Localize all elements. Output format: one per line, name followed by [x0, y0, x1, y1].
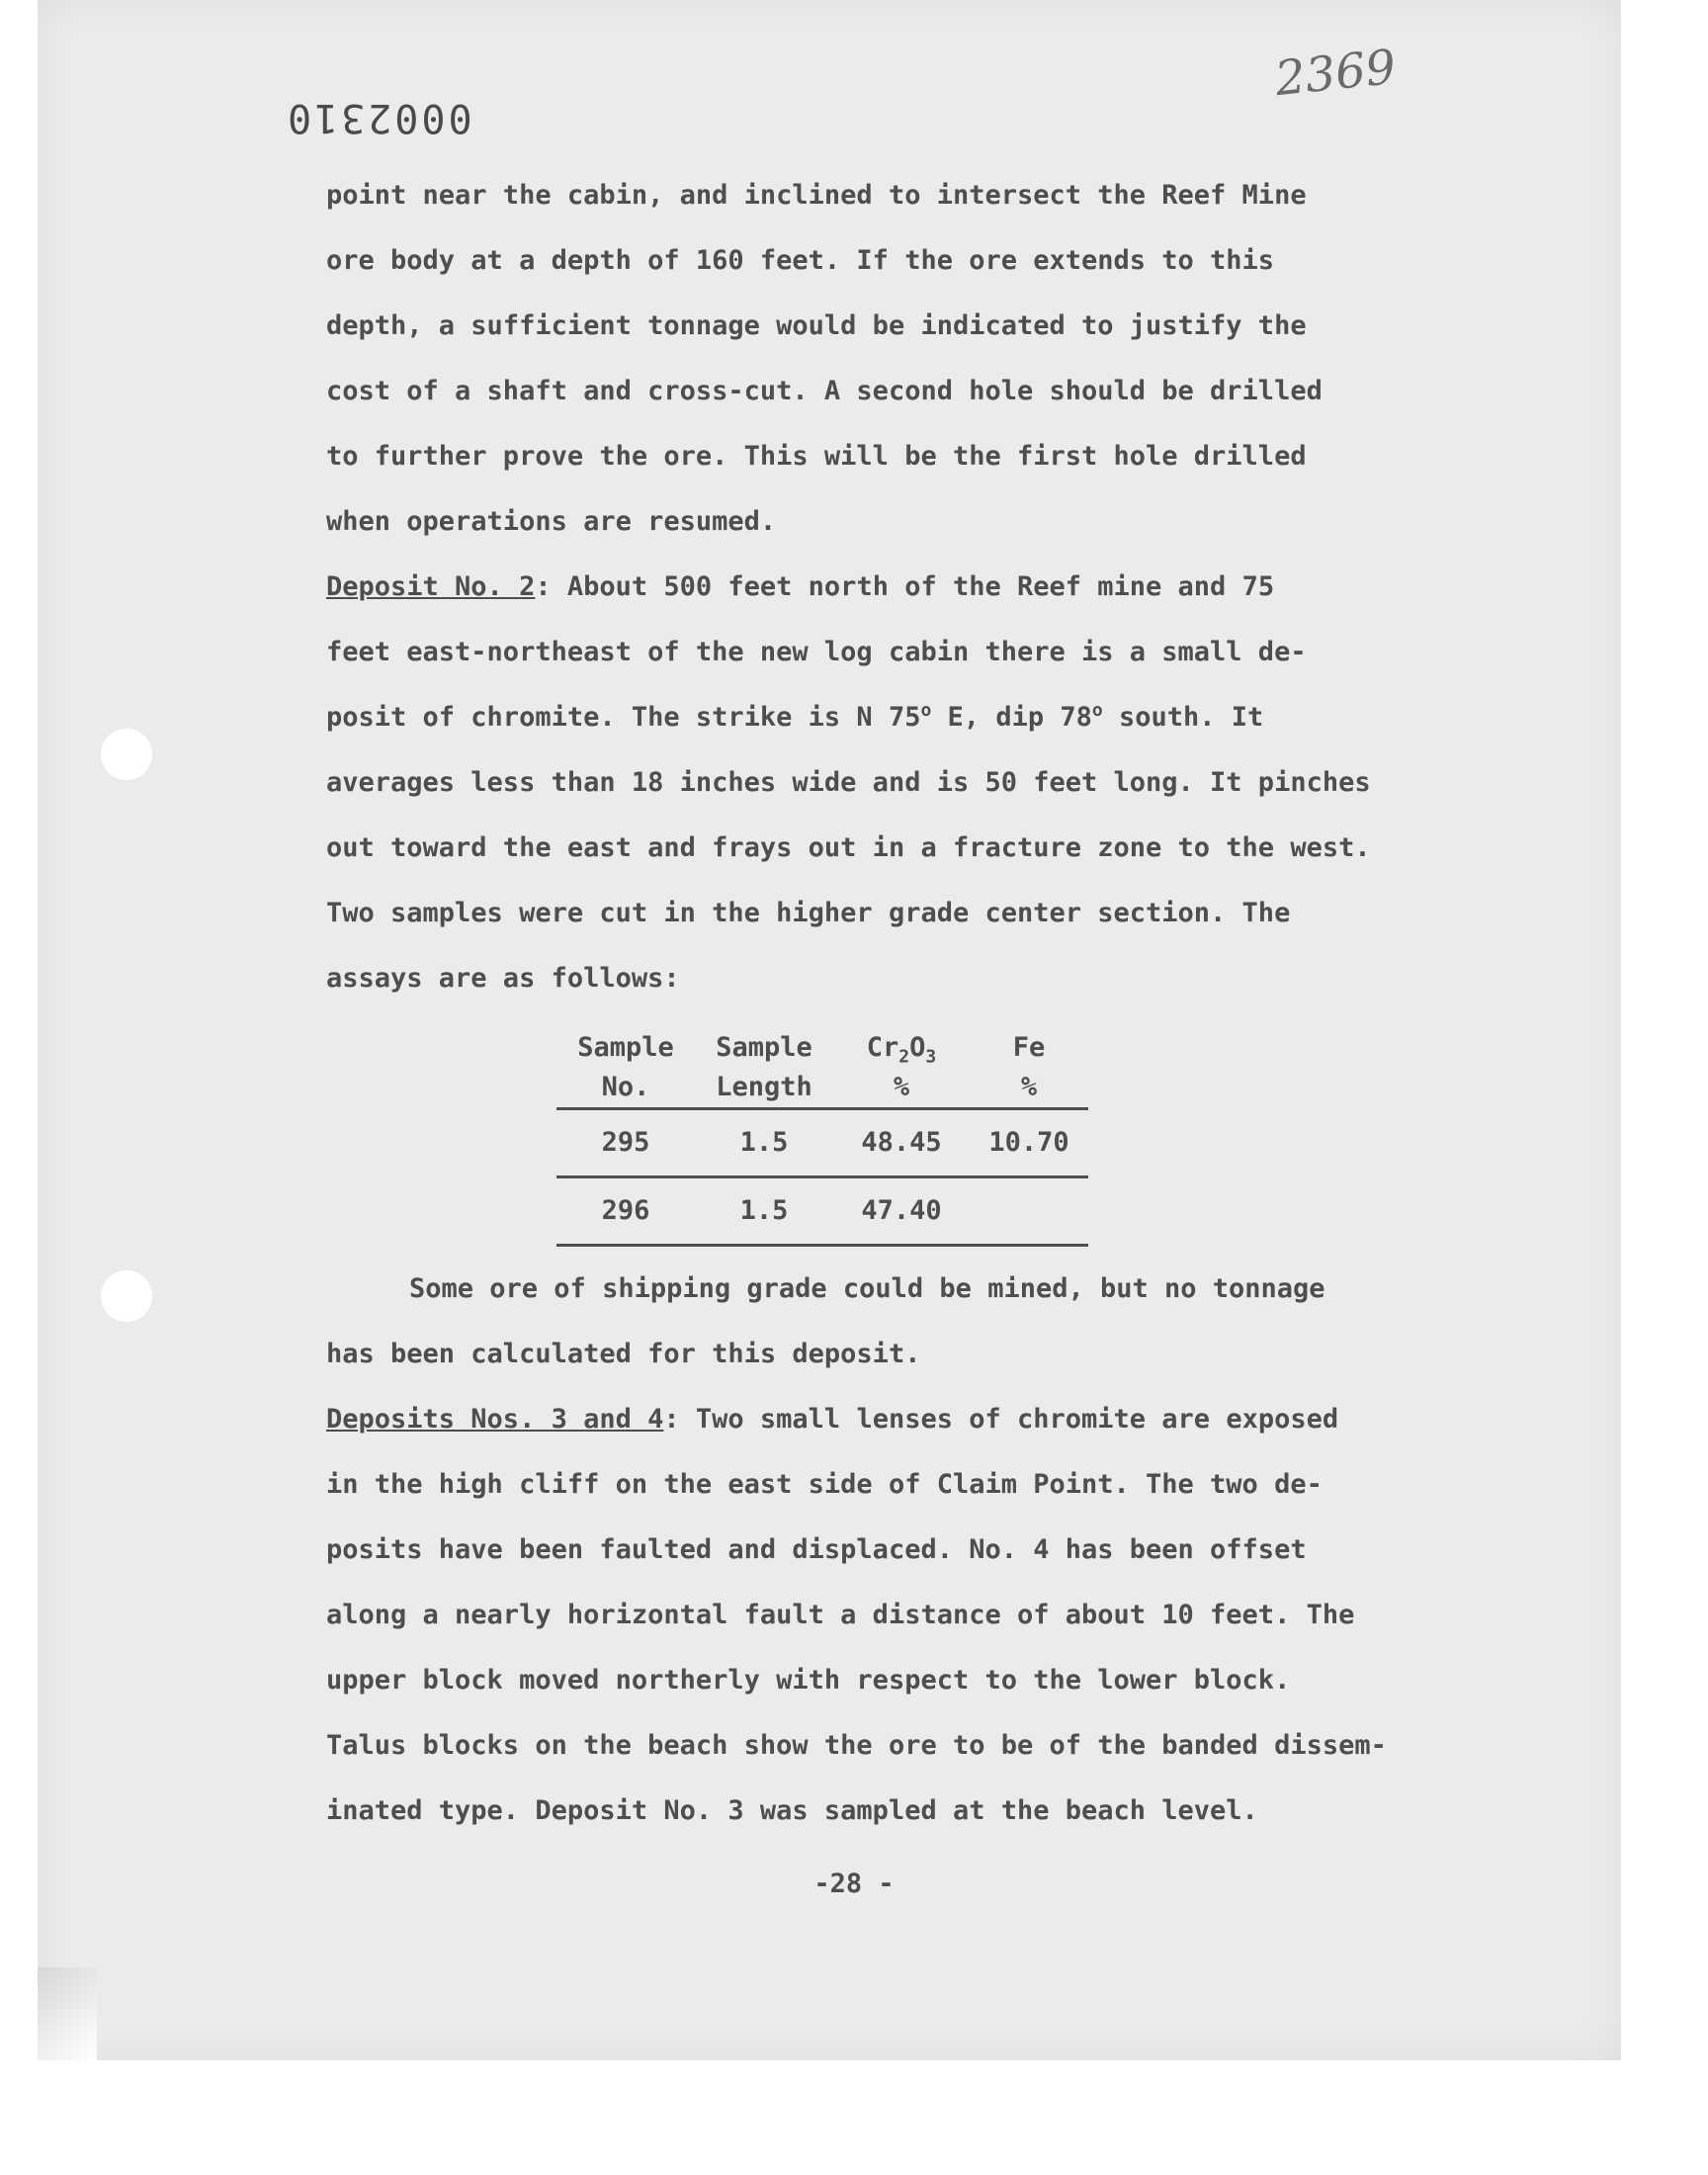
body-text-upper: [326, 163, 1443, 1011]
table-cell: 1.5: [739, 1127, 789, 1158]
text-segment: About 500 feet north of the Reef mine and 75: [566, 571, 1275, 602]
handwritten-page-number: 2369: [1272, 39, 1399, 108]
stamped-document-number: 0002310: [285, 95, 472, 140]
text-line: ore body at a depth of 160 feet. If the ore extends to this: [326, 245, 1275, 276]
table-header-row: [556, 1028, 1088, 1068]
header-cell: Length: [716, 1072, 812, 1102]
text-segment: Two small lenses of chromite are exposed: [695, 1404, 1339, 1435]
punch-hole-bottom: [101, 1270, 152, 1322]
text-line: inated type. Deposit No. 3 was sampled at the beach level.: [326, 1795, 1258, 1826]
degree-mark: o: [1091, 700, 1103, 721]
table-cell: [970, 1178, 1088, 1244]
text-line: posits have been faulted and displaced. No. 4 has been offset: [326, 1534, 1307, 1565]
text-line: cost of a shaft and cross-cut. A second hole should be drilled: [326, 376, 1323, 406]
paper-fold-corner: [38, 1967, 97, 2060]
table-cell: 48.45: [861, 1127, 942, 1158]
text-line: in the high cliff on the east side of Claim Point. The two de-: [326, 1469, 1323, 1500]
table-cell: 1.5: [739, 1195, 789, 1226]
deposit-2-heading: Deposit No. 2: [326, 571, 536, 602]
text-line: has been calculated for this deposit.: [326, 1339, 921, 1369]
text-line: when operations are resumed.: [326, 506, 777, 537]
punch-hole-top: [101, 729, 152, 780]
deposit-2-heading-line: Deposit No. 2: About 500 feet north of the Reef mine and 75: [326, 571, 1275, 602]
table-row: [556, 1178, 1088, 1247]
text-line: Some ore of shipping grade could be mined, but no tonnage: [409, 1273, 1325, 1304]
header-cr2o3: $Cr_2O_3$: [866, 1032, 937, 1068]
table-cell: 296: [601, 1195, 650, 1226]
table-header-row: [556, 1068, 1088, 1110]
text-line: averages less than 18 inches wide and is 50 feet long. It pinches: [326, 767, 1371, 798]
text-segment: south. It: [1102, 702, 1264, 733]
body-text-lower: [326, 1257, 1443, 1844]
header-fe: Fe: [1012, 1032, 1046, 1063]
deposits-3-4-heading-line: Deposits Nos. 3 and 4: Two small lenses of chromite are exposed: [326, 1404, 1339, 1435]
text-line: point near the cabin, and inclined to intersect the Reef Mine: [326, 180, 1307, 211]
header-cell: %: [893, 1072, 910, 1102]
strike-dip-line: [326, 685, 1443, 750]
header-sample-no: Sample: [577, 1032, 674, 1063]
text-line: Two samples were cut in the higher grade center section. The: [326, 898, 1291, 928]
degree-mark: o: [920, 700, 932, 721]
text-line: upper block moved northerly with respect to the lower block.: [326, 1665, 1291, 1696]
table-row: [556, 1110, 1088, 1178]
assay-table: [556, 1028, 1088, 1247]
table-cell: 47.40: [861, 1195, 942, 1226]
header-cell: %: [1020, 1072, 1038, 1102]
text-segment: E, dip 78: [931, 702, 1092, 733]
table-cell: 295: [601, 1127, 650, 1158]
deposits-3-4-heading: Deposits Nos. 3 and 4: [326, 1404, 664, 1435]
text-line: along a nearly horizontal fault a distance of about 10 feet. The: [326, 1600, 1355, 1630]
text-line: out toward the east and frays out in a fracture zone to the west.: [326, 832, 1371, 863]
text-line: Talus blocks on the beach show the ore to be of the banded dissem-: [326, 1730, 1387, 1761]
text-segment: posit of chromite. The strike is N 75: [326, 702, 921, 733]
header-cell: No.: [601, 1072, 650, 1102]
text-line: depth, a sufficient tonnage would be indicated to justify the: [326, 310, 1307, 341]
text-line: feet east-northeast of the new log cabin there is a small de-: [326, 637, 1307, 667]
page-number: -28 -: [813, 1869, 895, 1899]
header-sample-length: Sample: [716, 1032, 812, 1063]
text-line: to further prove the ore. This will be the first hole drilled: [326, 441, 1307, 472]
text-line: assays are as follows:: [326, 963, 680, 994]
table-cell: 10.70: [988, 1127, 1069, 1158]
